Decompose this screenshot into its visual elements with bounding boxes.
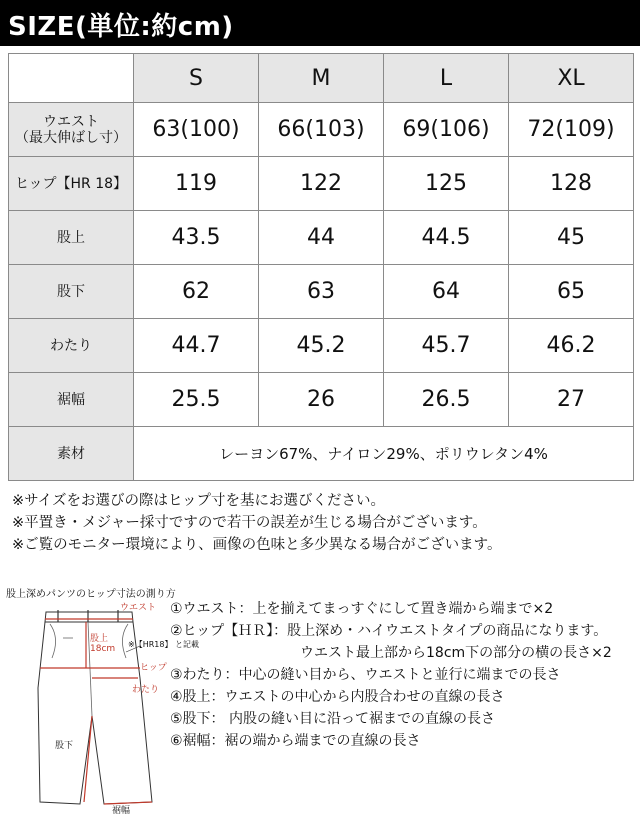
size-table [8,53,634,481]
table-cell: 69(106) [384,103,509,157]
legend-item: ③わたり：中心の縫い目から、ウエストと並行に端までの長さ [170,667,561,683]
table-row-material [9,427,634,481]
header-bar [0,0,640,46]
table-cell: 45.2 [259,319,384,373]
diagram-label-rise: 股上 18cm [90,634,116,654]
table-row [9,157,634,211]
table-cell: 119 [134,157,259,211]
table-cell: 122 [259,157,384,211]
row-label-material: 素材 [9,427,134,481]
table-cell: 44.7 [134,319,259,373]
legend-item: ⑤股下： 内股の縫い目に沿って裾までの直線の長さ [170,711,495,727]
legend-item: ②ヒップ【ＨＲ】：股上深め・ハイウエストタイプの商品になります。 [170,623,608,639]
table-cell: 62 [134,265,259,319]
table-cell: 45 [509,211,634,265]
diagram-label-hip: ヒップ [140,663,167,673]
table-row [9,265,634,319]
table-cell: 27 [509,373,634,427]
measurement-title: 股上深めパンツのヒップ寸法の測り方 [6,589,176,600]
note-line: ※平置き・メジャー採寸ですので若干の誤差が生じる場合がございます。 [12,515,487,531]
size-s: S [134,54,259,103]
row-label-hem: 裾幅 [9,373,134,427]
table-row [9,373,634,427]
table-row [9,319,634,373]
measurement-legend [170,598,612,752]
table-cell: 44.5 [384,211,509,265]
material-value: レーヨン67%、ナイロン29%、ポリウレタン4% [134,427,634,481]
row-label-rise: 股上 [9,211,134,265]
row-label-hip: ヒップ【HR 18】 [9,157,134,211]
table-cell: 43.5 [134,211,259,265]
table-cell: 26.5 [384,373,509,427]
table-cell: 72(109) [509,103,634,157]
table-cell: 64 [384,265,509,319]
legend-item: ⑥裾幅：裾の端から端までの直線の長さ [170,733,421,749]
diagram-label-waist: ウエスト [120,603,157,613]
size-m: M [259,54,384,103]
table-cell: 63(100) [134,103,259,157]
row-label-thigh: わたり [9,319,134,373]
table-row [9,103,634,157]
legend-item: ウエスト最上部から18cm下の部分の横の長さ×2 [300,645,612,661]
diagram-label-hr-note: ※【HR18】 と記載 [128,640,199,649]
diagram-label-inseam: 股下 [55,741,74,751]
table-cell: 44 [259,211,384,265]
table-cell: 45.7 [384,319,509,373]
notes [12,490,502,556]
diagram-label-thigh: わたり [132,685,160,695]
diagram-label-hem: 裾幅 [112,806,131,816]
table-cell: 125 [384,157,509,211]
table-cell: 26 [259,373,384,427]
pants-outline-illustration [0,598,162,816]
size-header-row [9,54,634,103]
row-label-inseam: 股下 [9,265,134,319]
page-title: SIZE(単位:約cm) [8,12,234,42]
corner-cell [9,54,134,103]
table-cell: 65 [509,265,634,319]
row-label-waist: ウエスト （最大伸ばし寸） [9,103,134,157]
table-cell: 46.2 [509,319,634,373]
table-cell: 63 [259,265,384,319]
table-cell: 128 [509,157,634,211]
legend-item: ④股上：ウエストの中心から内股合わせの直線の長さ [170,689,505,705]
note-line: ※サイズをお選びの際はヒップ寸を基にお選びください。 [12,493,386,509]
size-xl: XL [509,54,634,103]
table-row [9,211,634,265]
legend-item: ①ウエスト：上を揃えてまっすぐにして置き端から端まで×2 [170,601,554,617]
note-line: ※ご覧のモニター環境により、画像の色味と多少異なる場合がございます。 [12,537,502,553]
pants-diagram [0,598,199,816]
size-l: L [384,54,509,103]
table-cell: 25.5 [134,373,259,427]
table-cell: 66(103) [259,103,384,157]
